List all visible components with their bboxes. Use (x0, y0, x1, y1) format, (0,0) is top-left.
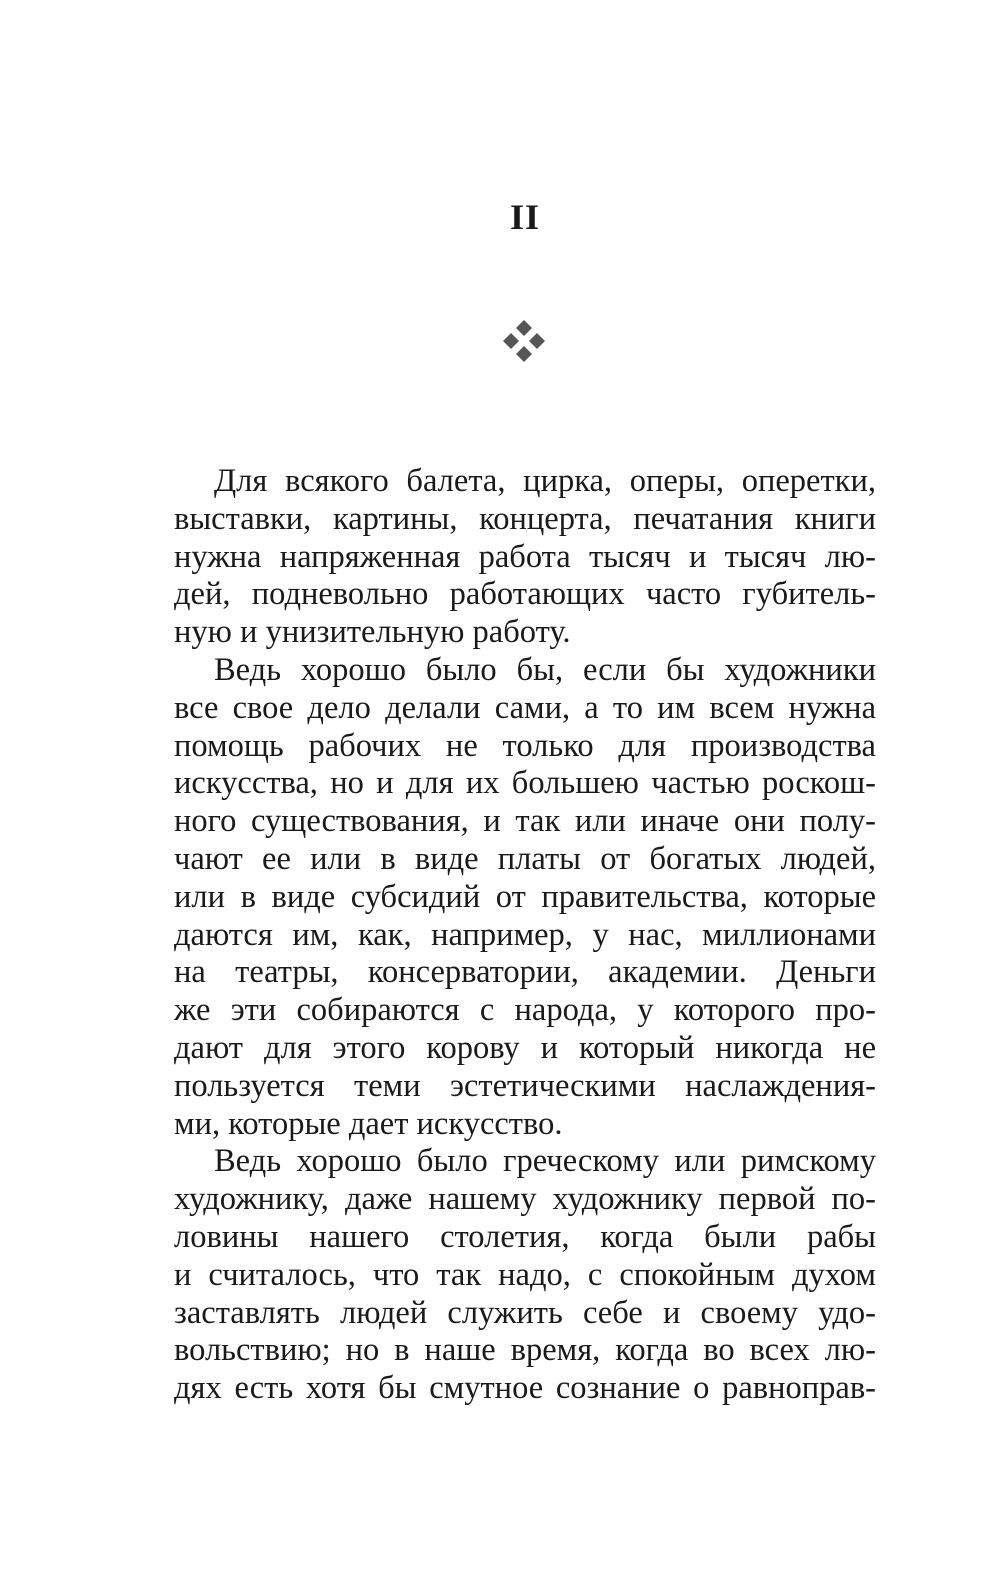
text-line: Для всякого балета, цирка, оперы, оперетки, (214, 463, 876, 499)
text-line: нужна напряженная работа тысяч и тысяч лю- (174, 538, 876, 575)
four-diamond-ornament-icon (501, 318, 547, 364)
text-line: искусства, но и для их большею частью роскош- (174, 765, 876, 802)
text-line: помощь рабочих не только для производства (174, 727, 876, 764)
text-line: ловины нашего столетия, когда были рабы (174, 1218, 876, 1255)
text-line: и считалось, что так надо, с спокойным духом (174, 1256, 876, 1293)
text-line: же эти собираются с народа, у которого про- (174, 992, 876, 1029)
text-line: на театры, консерватории, академии. Деньги (174, 954, 876, 991)
text-line: Ведь хорошо было греческому или римскому (214, 1143, 876, 1180)
text-line: дей, подневольно работающих часто губитель- (174, 576, 876, 613)
text-line: выставки, картины, концерта, печатания книги (174, 500, 876, 537)
text-line: ного существования, и так или иначе они полу- (174, 803, 876, 840)
paragraph (174, 1143, 876, 1408)
paragraph (174, 463, 876, 652)
text-line: заставлять людей служить себе и своему удо- (174, 1294, 876, 1331)
text-line: даются им, как, например, у нас, миллионами (174, 916, 876, 953)
text-line: пользуется теми эстетическими наслаждения- (174, 1067, 876, 1104)
text-line: вольствию; но в наше время, когда во всех лю- (174, 1332, 876, 1369)
paragraph (174, 652, 876, 1143)
text-line: дают для этого корову и который никогда не (174, 1029, 876, 1066)
text-line: чают ее или в виде платы от богатых людей, (174, 840, 876, 877)
text-line: все свое дело делали сами, а то им всем нужна (174, 689, 876, 726)
text-line: ми, которые дает искусство. (174, 1105, 563, 1142)
text-line: Ведь хорошо было бы, если бы художники (214, 651, 876, 688)
text-line: дях есть хотя бы смутное сознание о равноправ- (174, 1370, 876, 1407)
body-text (174, 463, 876, 1408)
text-line: художнику, даже нашему художнику первой по- (174, 1181, 876, 1218)
chapter-number: II (509, 197, 541, 237)
text-line: или в виде субсидий от правительства, которые (174, 878, 876, 915)
text-line: ную и унизительную работу. (174, 614, 571, 651)
